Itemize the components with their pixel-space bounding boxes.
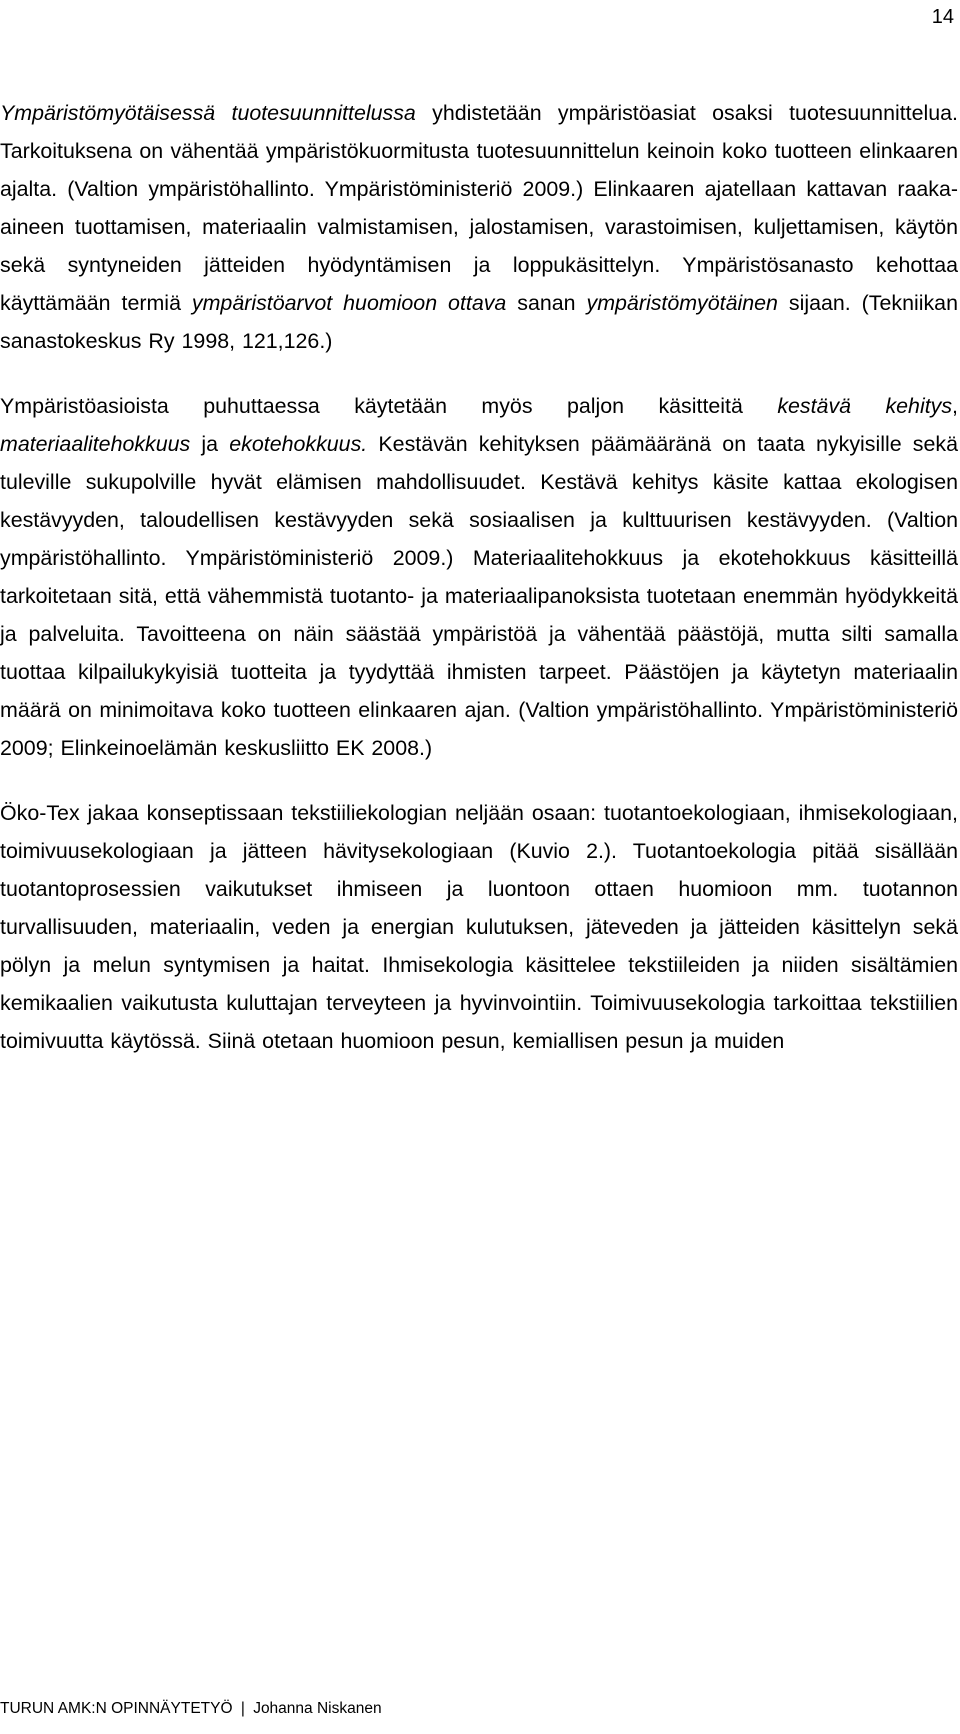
text-run: Öko-Tex jakaa konseptissaan tekstiiliekologian neljään osaan: tuotantoekologiaan, ihmisekologiaan, toimivuusekologiaan ja jätteen hävitysekologiaan (Kuvio 2.). Tuotantoekologia pitää sisällään tuotantoprosessien vaikutukset ihmiseen ja luontoon ottaen huomioon mm. tuotannon turvallisuuden, materiaalin, veden ja energian kulutuksen, jäteveden ja jätteiden käsittelyn sekä pölyn ja melun syntymisen ja haitat. Ihmisekologia käsittelee tekstiileiden ja niiden sisältämien kemikaalien vaikutusta kuluttajan terveyteen ja hyvinvointiin. Toimivuusekologia tarkoittaa tekstiilien toimivuutta käytössä. Siinä otetaan huomioon pesun, kemiallisen pesun ja muiden xyxy=(0,801,958,1053)
paragraph xyxy=(0,794,958,1060)
italic-term: ekotehokkuus. xyxy=(229,432,368,456)
footer-author: Johanna Niskanen xyxy=(253,1700,382,1717)
footer-separator: | xyxy=(240,1700,245,1717)
italic-term: ympäristöarvot huomioon ottava xyxy=(191,291,507,315)
text-run: , xyxy=(952,394,958,418)
text-run: Ympäristöasioista puhuttaessa käytetään myös paljon käsitteitä xyxy=(0,394,778,418)
footer-thesis-label: TURUN AMK:N OPINNÄYTETYÖ xyxy=(0,1700,233,1717)
page-footer xyxy=(0,1700,382,1718)
text-run: sijaan. (Tekniikan sanastokeskus Ry 1998, 121,126.) xyxy=(0,291,958,353)
paragraph xyxy=(0,94,958,360)
text-run: yhdistetään ympäristöasiat osaksi tuotesuunnittelua. Tarkoituksena on vähentää ympäristökuormitusta tuotesuunnittelun keinoin koko tuotteen elinkaaren ajalta. (Valtion ympäristöhallinto. Ympäristöministeriö 2009.) Elinkaaren ajatellaan kattavan raaka-aineen tuottamisen, materiaalin valmistamisen, jalostamisen, varastoimisen, kuljettamisen, käytön sekä syntyneiden jätteiden hyödyntämisen ja loppukäsittelyn. Ympäristösanasto kehottaa käyttämään termiä xyxy=(0,101,958,315)
italic-term: ympäristömyötäinen xyxy=(586,291,778,315)
paragraph xyxy=(0,387,958,767)
text-run: ja xyxy=(190,432,230,456)
text-run: sanan xyxy=(506,291,587,315)
italic-term: Ympäristömyötäisessä tuotesuunnittelussa xyxy=(0,101,416,125)
italic-term: materiaalitehokkuus xyxy=(0,432,191,456)
document-body xyxy=(0,94,958,1087)
page-number: 14 xyxy=(931,6,954,28)
text-run: Kestävän kehityksen päämääränä on taata nykyisille sekä tuleville sukupolville hyvät elämisen mahdollisuudet. Kestävä kehitys käsite kattaa ekologisen kestävyyden, taloudellisen kestävyyden sekä sosiaalisen ja kulttuurisen kestävyyden. (Valtion ympäristöhallinto. Ympäristöministeriö 2009.) Materiaalitehokkuus ja ekotehokkuus käsitteillä tarkoitetaan sitä, että vähemmistä tuotanto- ja materiaalipanoksista tuotetaan enemmän hyödykkeitä ja palveluita. Tavoitteena on näin säästää ympäristöä ja vähentää päästöjä, mutta silti samalla tuottaa kilpailukykyisiä tuotteita ja tyydyttää ihmisten tarpeet. Päästöjen ja käytetyn materiaalin määrä on minimoitava koko tuotteen elinkaaren ajan. (Valtion ympäristöhallinto. Ympäristöministeriö 2009; Elinkeinoelämän keskusliitto EK 2008.) xyxy=(0,432,958,760)
italic-term: kestävä kehitys xyxy=(777,394,953,418)
